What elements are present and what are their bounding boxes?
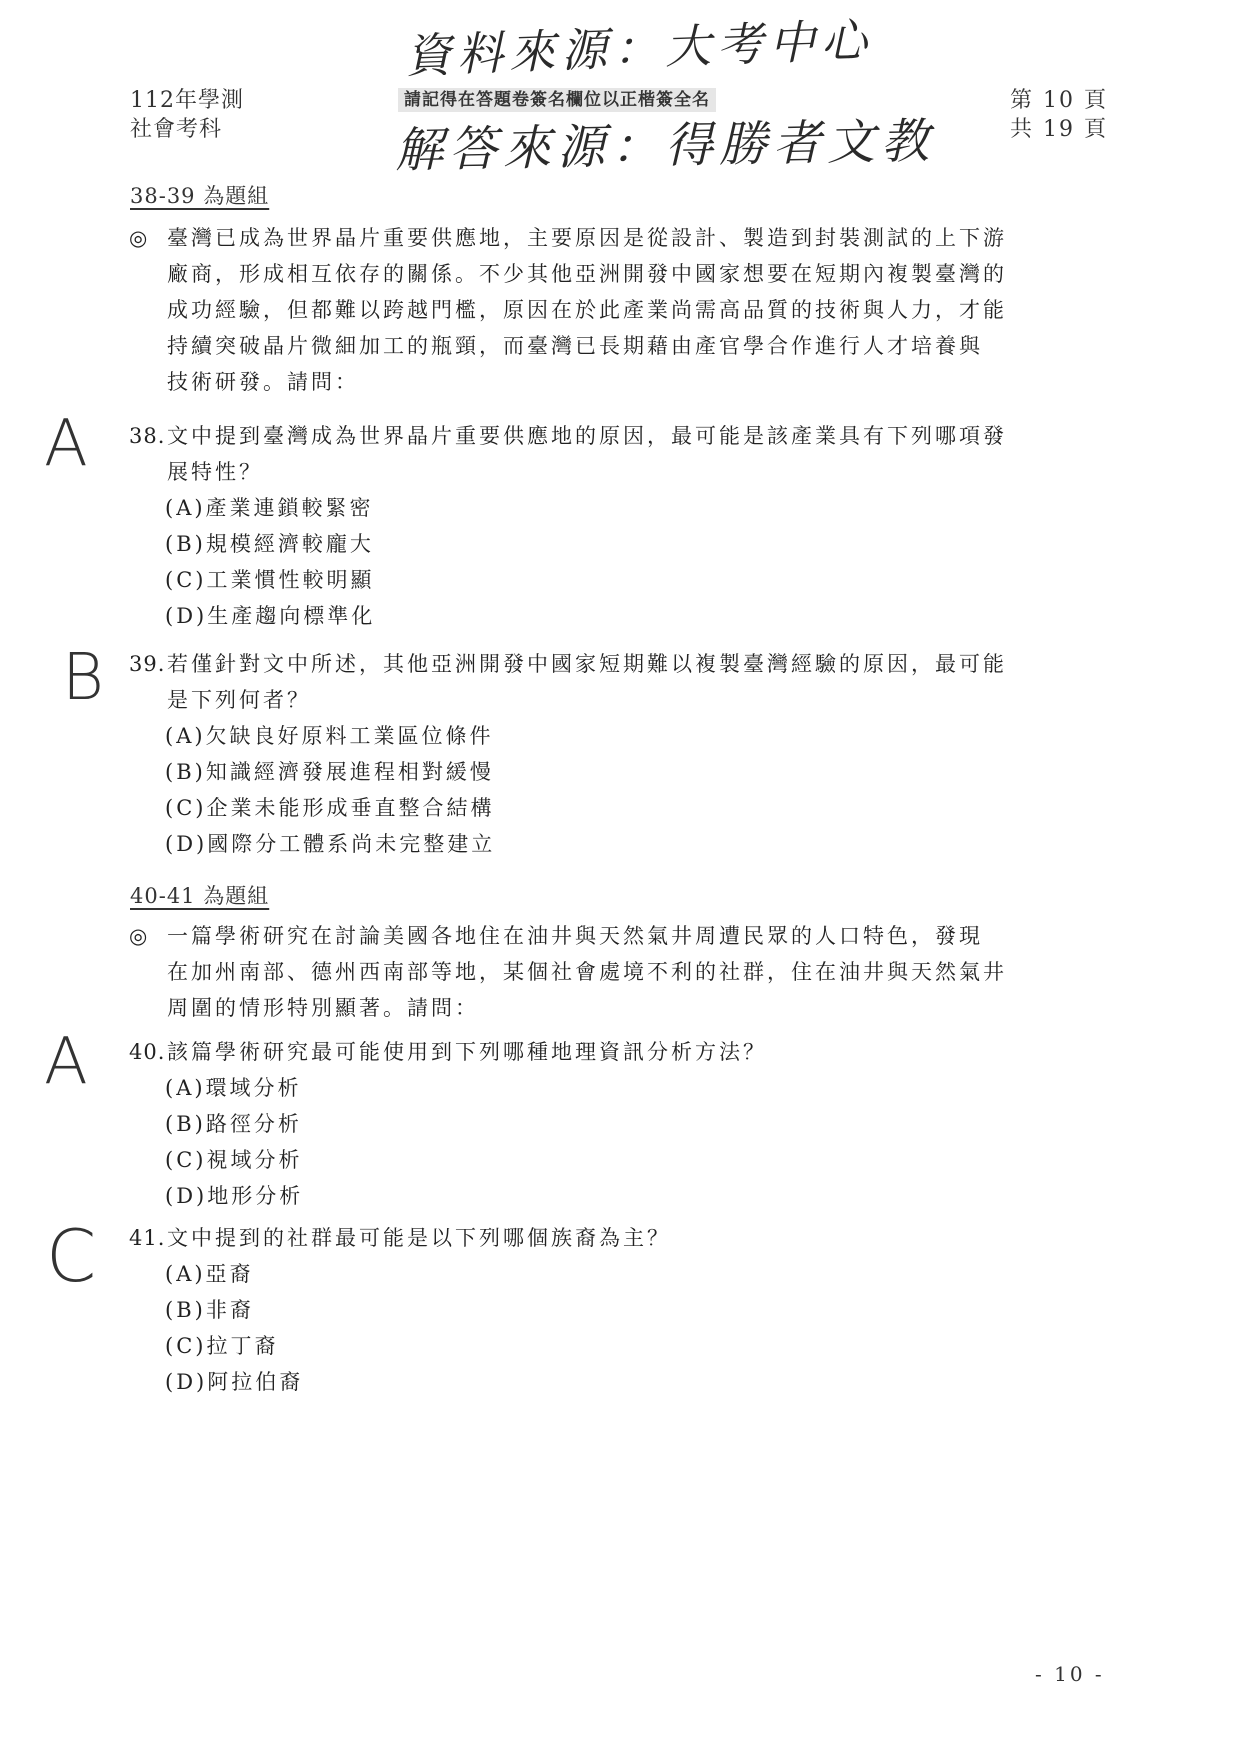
question-number: 41. xyxy=(129,1226,166,1250)
option-b: (B)非裔 xyxy=(165,1298,254,1322)
handwritten-answer-40: A xyxy=(44,1025,88,1099)
options-39 xyxy=(165,718,495,862)
option-d: (D)地形分析 xyxy=(165,1184,304,1208)
option-d: (D)生產趨向標準化 xyxy=(165,604,376,628)
question-line: 文中提到臺灣成為世界晶片重要供應地的原因，最可能是該產業具有下列哪項發 xyxy=(167,424,1007,448)
passage-line: 持續突破晶片微細加工的瓶頸，而臺灣已長期藉由產官學合作進行人才培養與 xyxy=(167,334,983,358)
option-c: (C)視域分析 xyxy=(165,1148,303,1172)
question-line: 文中提到的社群最可能是以下列哪個族裔為主？ xyxy=(167,1226,671,1250)
question-number: 40. xyxy=(129,1040,166,1064)
question-number: 38. xyxy=(129,424,166,448)
option-a: (A)欠缺良好原料工業區位條件 xyxy=(165,724,494,748)
handwritten-answer-41: C xyxy=(46,1214,97,1298)
option-c: (C)企業未能形成垂直整合結構 xyxy=(165,796,495,820)
options-41 xyxy=(165,1256,303,1400)
passage-line: 在加州南部、德州西南部等地，某個社會處境不利的社群，住在油井與天然氣井 xyxy=(167,960,1007,984)
passage-38-39 xyxy=(129,220,1007,400)
page-number: - 10 - xyxy=(1035,1662,1105,1686)
option-c: (C)工業慣性較明顯 xyxy=(165,568,375,592)
options-40 xyxy=(165,1070,303,1214)
group-38-39-title: 38-39 為題組 xyxy=(130,184,270,208)
question-40 xyxy=(129,1034,767,1070)
options-38 xyxy=(165,490,375,634)
page-label: 第 10 頁 xyxy=(1010,88,1108,113)
passage-40-41 xyxy=(129,918,1007,1026)
passage-line: 臺灣已成為世界晶片重要供應地，主要原因是從設計、製造到封裝測試的上下游 xyxy=(167,226,1007,250)
option-d: (D)阿拉伯裔 xyxy=(165,1370,304,1394)
question-line: 該篇學術研究最可能使用到下列哪種地理資訊分析方法？ xyxy=(167,1040,767,1064)
handwritten-source-note: 資料來源：大考中心 xyxy=(404,12,874,84)
option-a: (A)產業連鎖較緊密 xyxy=(165,496,374,520)
question-line: 展特性？ xyxy=(167,460,263,484)
double-circle-mark: ◎ xyxy=(129,226,151,250)
passage-line: 廠商，形成相互依存的關係。不少其他亞洲開發中國家想要在短期內複製臺灣的 xyxy=(167,262,1007,286)
passage-line: 成功經驗，但都難以跨越門檻，原因在於此產業尚需高品質的技術與人力，才能 xyxy=(167,298,1007,322)
passage-line: 技術研發。請問： xyxy=(167,370,359,394)
handwritten-answer-39: B xyxy=(62,641,104,715)
option-a: (A)亞裔 xyxy=(165,1262,254,1286)
question-39 xyxy=(129,646,1007,718)
passage-line: 周圍的情形特別顯著。請問： xyxy=(167,996,479,1020)
passage-line: 一篇學術研究在討論美國各地住在油井與天然氣井周遭民眾的人口特色，發現 xyxy=(167,924,983,948)
total-pages-label: 共 19 頁 xyxy=(1010,117,1108,142)
question-number: 39. xyxy=(129,652,166,676)
question-41 xyxy=(129,1220,671,1256)
option-d: (D)國際分工體系尚未完整建立 xyxy=(165,832,496,856)
option-b: (B)知識經濟發展進程相對緩慢 xyxy=(165,760,494,784)
handwritten-answer-source-note: 解答來源：得勝者文教 xyxy=(394,113,936,179)
group-40-41-title: 40-41 為題組 xyxy=(130,884,270,908)
option-b: (B)規模經濟較龐大 xyxy=(165,532,374,556)
option-c: (C)拉丁裔 xyxy=(165,1334,279,1358)
question-38 xyxy=(129,418,1007,490)
subject-name: 社會考科 xyxy=(130,117,223,142)
handwritten-answer-38: A xyxy=(44,407,88,481)
question-line: 是下列何者？ xyxy=(167,688,311,712)
option-b: (B)路徑分析 xyxy=(165,1112,302,1136)
exam-year: 112年學測 xyxy=(130,88,244,113)
question-line: 若僅針對文中所述，其他亞洲開發中國家短期難以複製臺灣經驗的原因，最可能 xyxy=(167,652,1007,676)
double-circle-mark: ◎ xyxy=(129,924,151,948)
option-a: (A)環域分析 xyxy=(165,1076,302,1100)
signature-notice: 請記得在答題卷簽名欄位以正楷簽全名 xyxy=(398,88,716,112)
